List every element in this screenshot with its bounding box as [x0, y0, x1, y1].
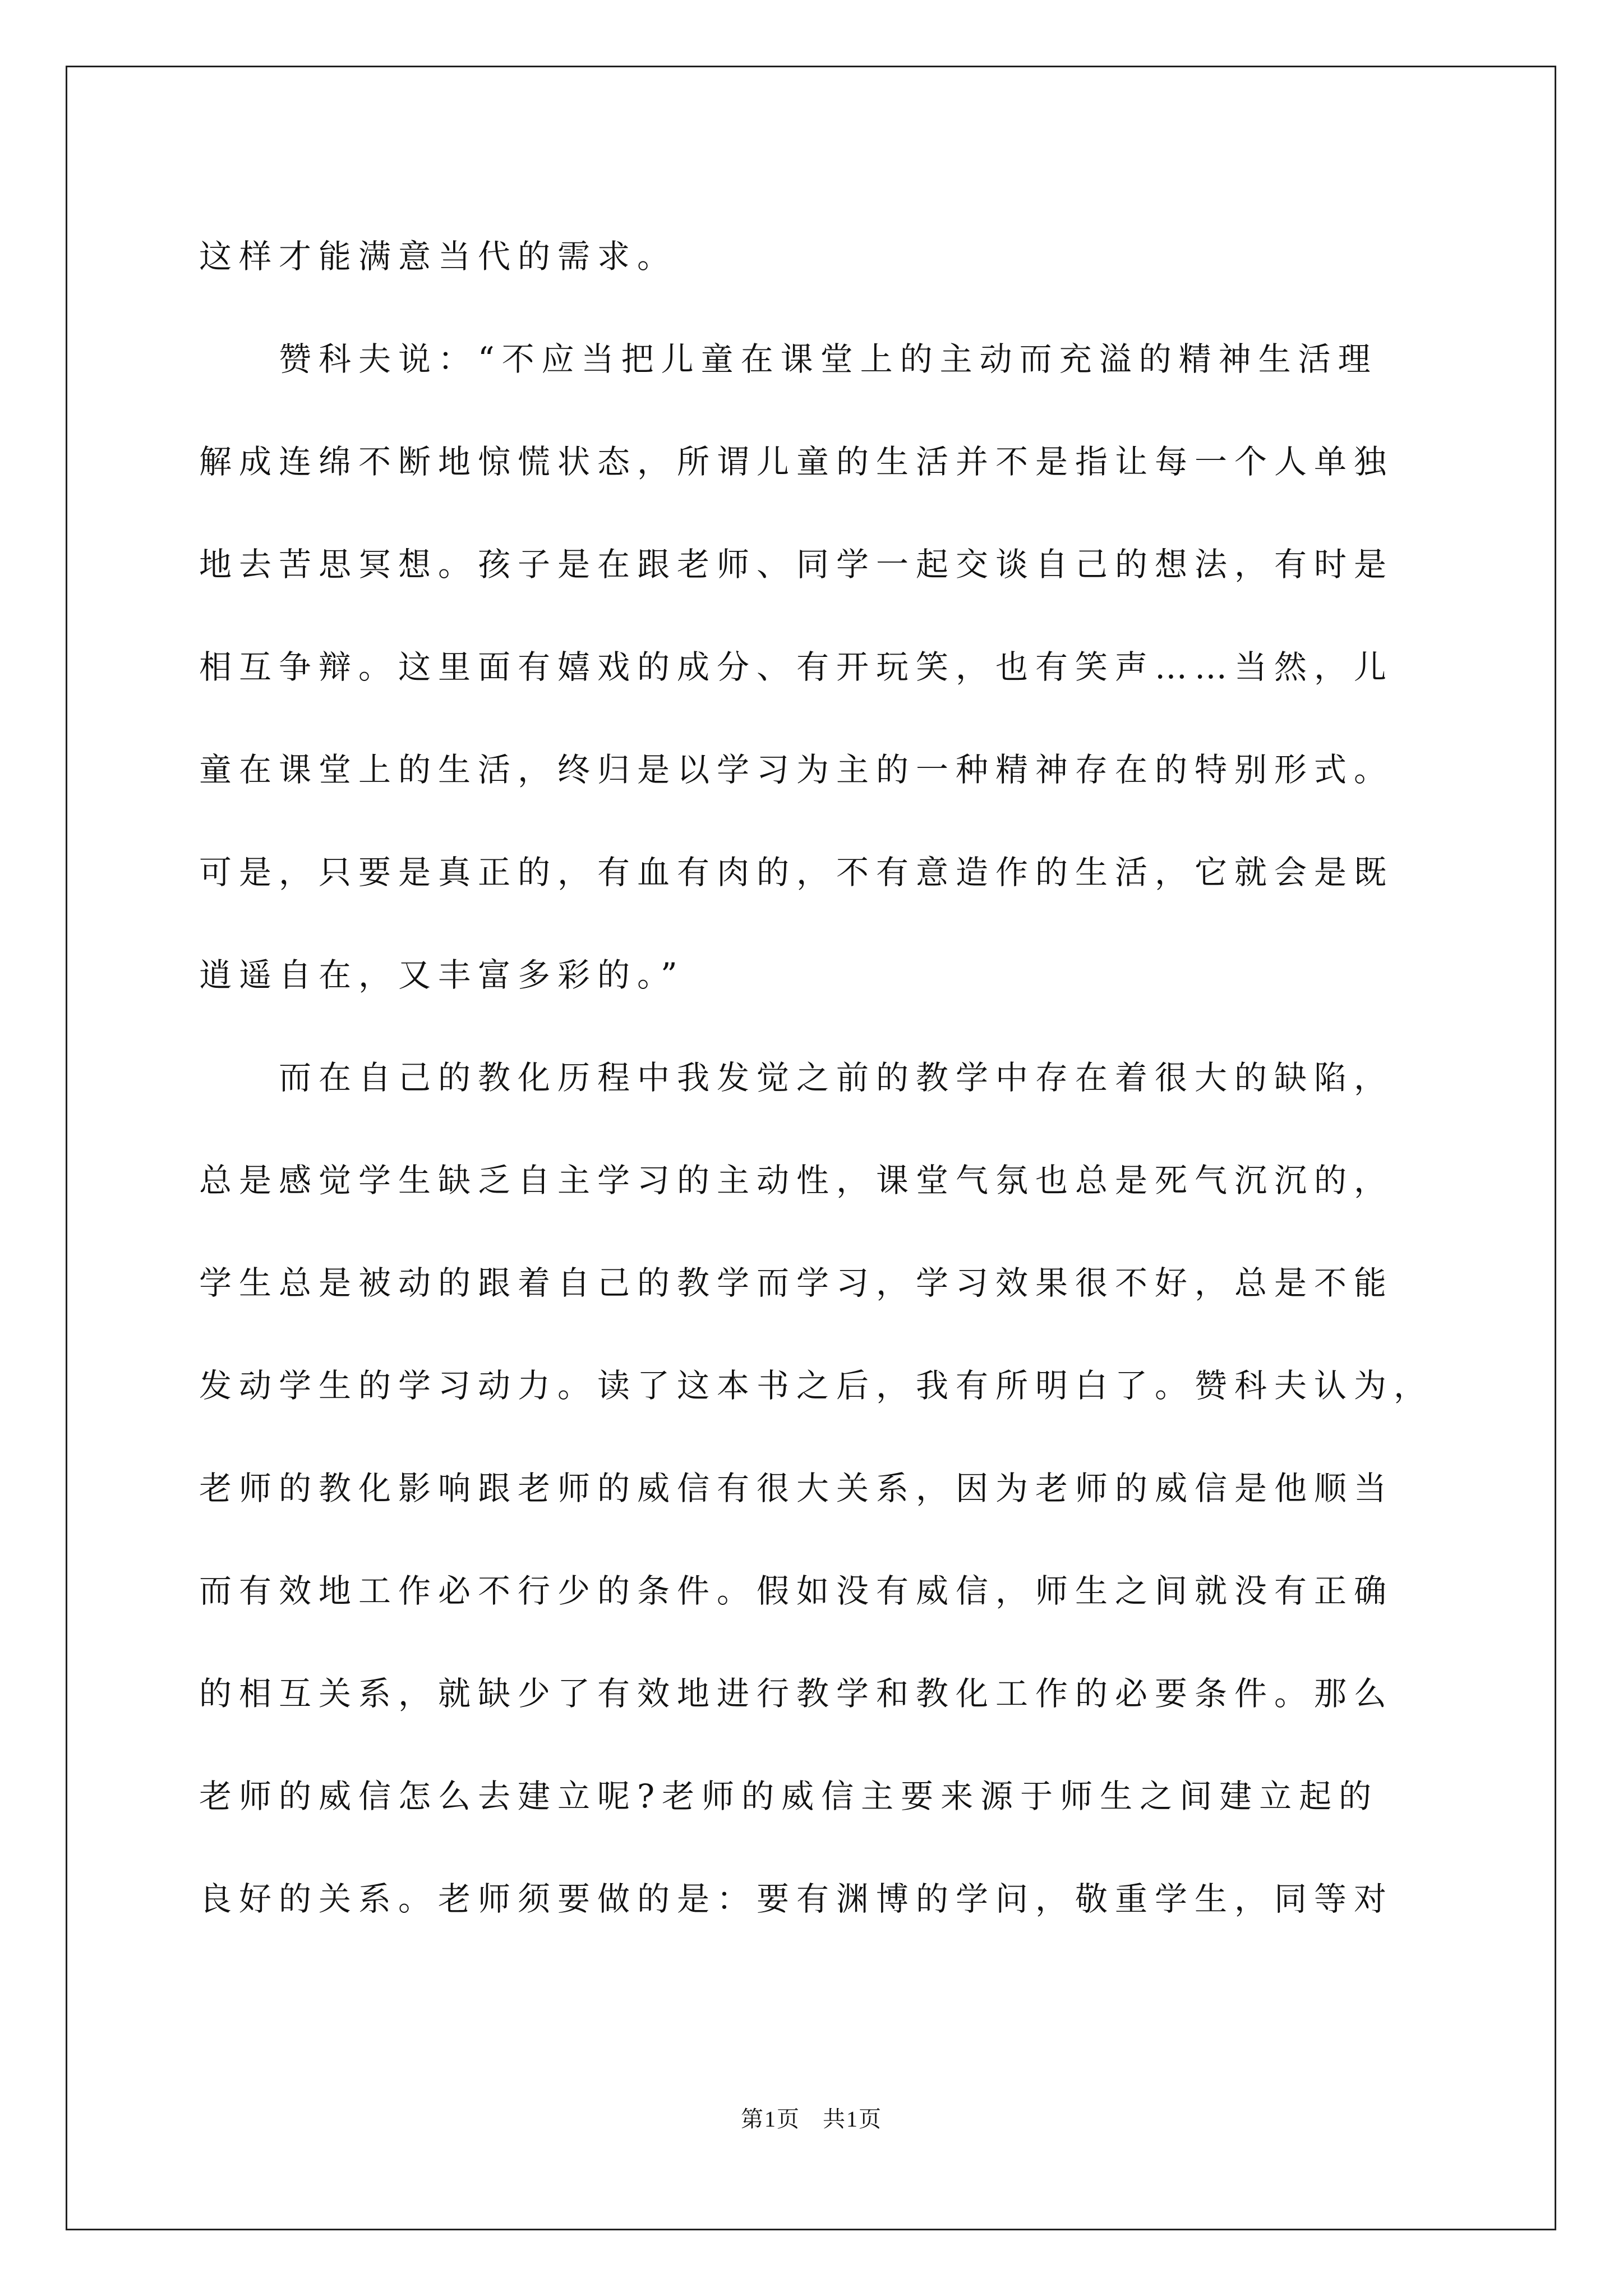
- text-line: 逍遥自在，又丰富多彩的。”: [199, 956, 685, 994]
- page-total: 共1页: [823, 2106, 882, 2132]
- text-line: 解成连绵不断地惊慌状态，所谓儿童的生活并不是指让每一个人单独: [199, 443, 1394, 481]
- text-line: 童在课堂上的生活，终归是以学习为主的一种精神存在的特别形式。: [199, 751, 1394, 789]
- document-body: [199, 205, 1450, 1950]
- text-line: 老师的教化影响跟老师的威信有很大关系，因为老师的威信是他顺当: [199, 1469, 1394, 1507]
- text-line: 老师的威信怎么去建立呢?老师的威信主要来源于师生之间建立起的: [199, 1777, 1379, 1815]
- text-line: 总是感觉学生缺乏自主学习的主动性，课堂气氛也总是死气沉沉的，: [199, 1161, 1394, 1199]
- text-line: 发动学生的学习动力。读了这本书之后，我有所明白了。赞科夫认为，: [199, 1366, 1434, 1405]
- text-line: 可是，只要是真正的，有血有肉的，不有意造作的生活，它就会是既: [199, 853, 1394, 891]
- text-line: 的相互关系，就缺少了有效地进行教学和教化工作的必要条件。那么: [199, 1674, 1394, 1713]
- text-line: 地去苦思冥想。孩子是在跟老师、同学一起交谈自己的想法，有时是: [199, 545, 1394, 583]
- text-line: 学生总是被动的跟着自己的教学而学习，学习效果很不好，总是不能: [199, 1264, 1394, 1302]
- text-line: 良好的关系。老师须要做的是：要有渊博的学问，敬重学生，同等对: [199, 1880, 1394, 1918]
- text-line: 赞科夫说：“不应当把儿童在课堂上的主动而充溢的精神生活理: [279, 340, 1378, 378]
- page-number: 第1页: [741, 2106, 800, 2132]
- text-line: 而有效地工作必不行少的条件。假如没有威信，师生之间就没有正确: [199, 1572, 1394, 1610]
- text-line: 而在自己的教化历程中我发觉之前的教学中存在着很大的缺陷，: [279, 1059, 1394, 1097]
- text-line: 这样才能满意当代的需求。: [199, 237, 677, 275]
- page-footer: [0, 2101, 1623, 2133]
- text-line: 相互争辩。这里面有嬉戏的成分、有开玩笑，也有笑声……当然，儿: [199, 648, 1394, 686]
